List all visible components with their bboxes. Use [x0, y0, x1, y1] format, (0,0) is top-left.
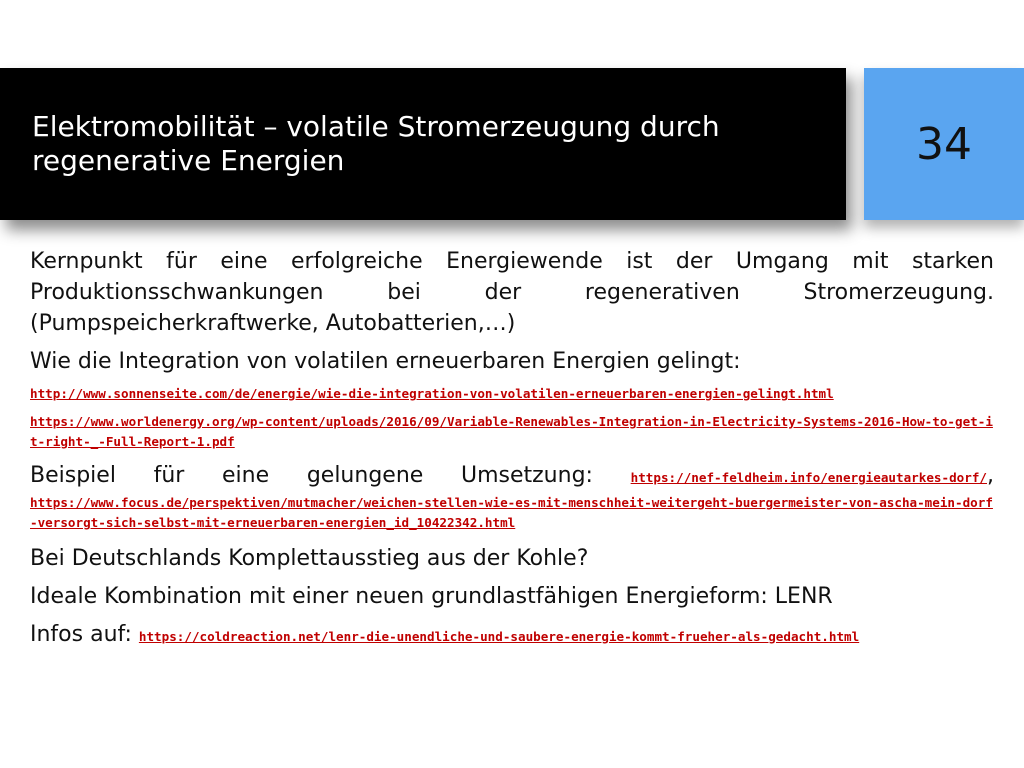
link-sonnenseite[interactable]: http://www.sonnenseite.com/de/energie/wie-die-integration-von-volatilen-erneuerbaren-energien-gelingt.html — [30, 386, 834, 401]
link-focus-line — [30, 493, 994, 533]
beispiel-text: Beispiel für eine gelungene Umsetzung: — [30, 463, 593, 488]
link-coldreaction[interactable]: https://coldreaction.net/lenr-die-unendliche-und-saubere-energie-kommt-frueher-als-gedacht.html — [138, 629, 860, 644]
paragraph-beispiel — [30, 460, 994, 533]
paragraph-integration: Wie die Integration von volatilen erneuerbaren Energien gelingt: — [30, 349, 741, 374]
paragraph-infos — [30, 619, 994, 652]
beispiel-separator: , — [987, 463, 994, 488]
link-worldenergy-line — [30, 412, 994, 452]
link-feldheim[interactable]: https://nef-feldheim.info/energieautarkes-dorf/ — [630, 470, 987, 485]
paragraph-kernpunkt: Kernpunkt für eine erfolgreiche Energiewende ist der Umgang mit starken Produktionsschwankungen bei der regenerativen Stromerzeugung. (Pumpspeicherkraftwerke, Autobatterien,…) — [30, 249, 994, 336]
slide-title: Elektromobilität – volatile Stromerzeugung durch regenerative Energien — [32, 110, 720, 177]
paragraph-lenr: Ideale Kombination mit einer neuen grundlastfähigen Energieform: LENR — [30, 584, 833, 609]
infos-text: Infos auf: — [30, 622, 132, 647]
link-sonnenseite-line — [30, 384, 994, 404]
link-focus[interactable]: https://www.focus.de/perspektiven/mutmacher/weichen-stellen-wie-es-mit-menschheit-weitergeht-buergermeister-von-ascha-mein-dorf-versorgt-sich-selbst-mit-erneuerbaren-energien_id_10422342.html — [30, 495, 993, 530]
slide-number: 34 — [916, 119, 972, 170]
link-worldenergy[interactable]: https://www.worldenergy.org/wp-content/uploads/2016/09/Variable-Renewables-Integration-in-Electricity-Systems-2016-How-to-get-it-right-_-Full-Report-1.pdf — [30, 414, 993, 449]
paragraph-kohle: Bei Deutschlands Komplettausstieg aus der Kohle? — [30, 546, 589, 571]
paragraph-beispiel-line — [30, 460, 994, 493]
slide-content — [30, 246, 994, 659]
